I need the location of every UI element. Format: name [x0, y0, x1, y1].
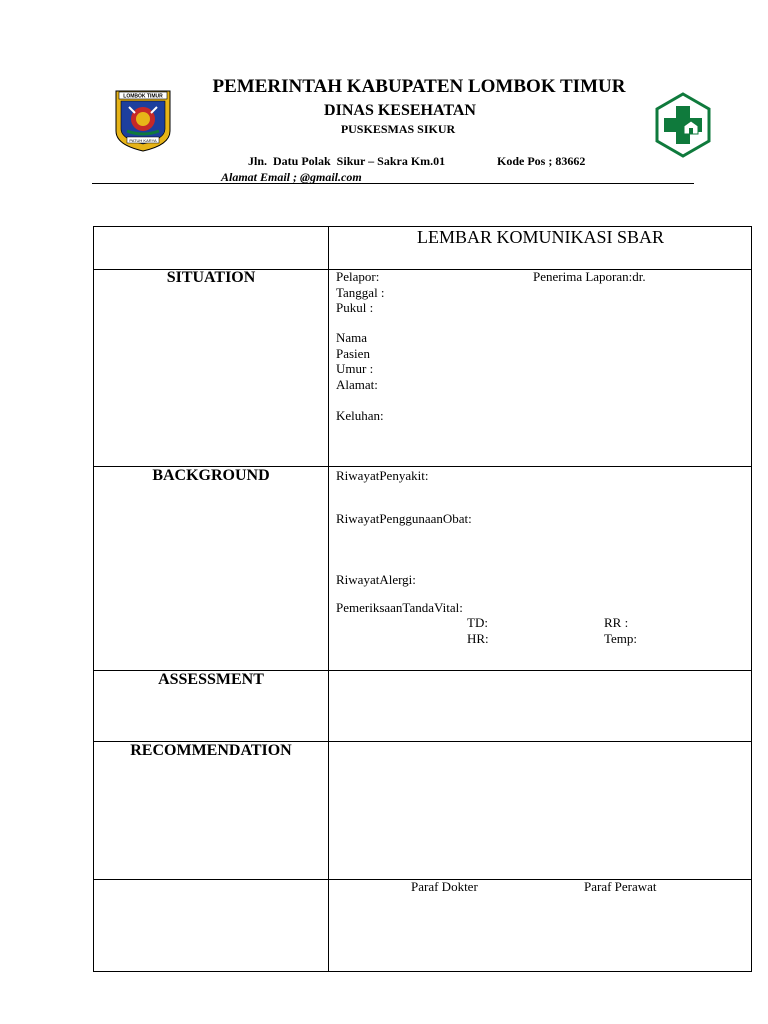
government-name: PEMERINTAH KABUPATEN LOMBOK TIMUR: [212, 76, 626, 97]
medication-history-field: RiwayatPenggunaanObat:: [336, 511, 472, 526]
situation-label: SITUATION: [166, 269, 256, 286]
allergy-history-field: RiwayatAlergi:: [336, 572, 416, 587]
email-line: Alamat Email ; @gmail.com: [221, 170, 362, 184]
vital-signs-field: PemeriksaanTandaVital:: [336, 600, 463, 615]
time-field: Pukul :: [336, 300, 374, 315]
department-name: DINAS KESEHATAN: [324, 102, 476, 119]
complaint-field: Keluhan:: [336, 408, 384, 423]
doctor-signature-label: Paraf Dokter: [411, 879, 478, 894]
postal-code: Kode Pos ; 83662: [497, 154, 586, 168]
patient-name-field-cont: Pasien: [336, 346, 370, 361]
address-field: Alamat:: [336, 377, 378, 392]
form-title: LEMBAR KOMUNIKASI SBAR: [416, 227, 665, 247]
health-center-name: PUSKESMAS SIKUR: [340, 122, 456, 136]
emblem-top-text: LOMBOK TIMUR: [123, 93, 163, 100]
receiver-field: Penerima Laporan:dr.: [533, 269, 646, 284]
date-field: Tanggal :: [336, 285, 385, 300]
header-divider: [92, 183, 694, 184]
temperature-field: Temp:: [604, 631, 638, 646]
patient-name-field: Nama: [336, 330, 368, 345]
address-line: Jln. Datu Polak Sikur – Sakra Km.01: [248, 154, 446, 168]
sbar-form-table: [93, 226, 752, 972]
puskesmas-logo: [654, 92, 712, 158]
blood-pressure-field: TD:: [467, 615, 488, 630]
respiratory-rate-field: RR :: [604, 615, 629, 630]
disease-history-field: RiwayatPenyakit:: [336, 468, 429, 483]
nurse-signature-label: Paraf Perawat: [584, 879, 657, 894]
reporter-field: Pelapor:: [336, 269, 380, 284]
heart-rate-field: HR:: [467, 631, 489, 646]
assessment-label: ASSESSMENT: [158, 671, 264, 688]
column-divider: [328, 227, 329, 971]
emblem-motto: PATUH KARYA: [129, 138, 157, 143]
background-label: BACKGROUND: [152, 467, 270, 484]
recommendation-label: RECOMMENDATION: [130, 742, 292, 759]
age-field: Umur :: [336, 361, 374, 376]
